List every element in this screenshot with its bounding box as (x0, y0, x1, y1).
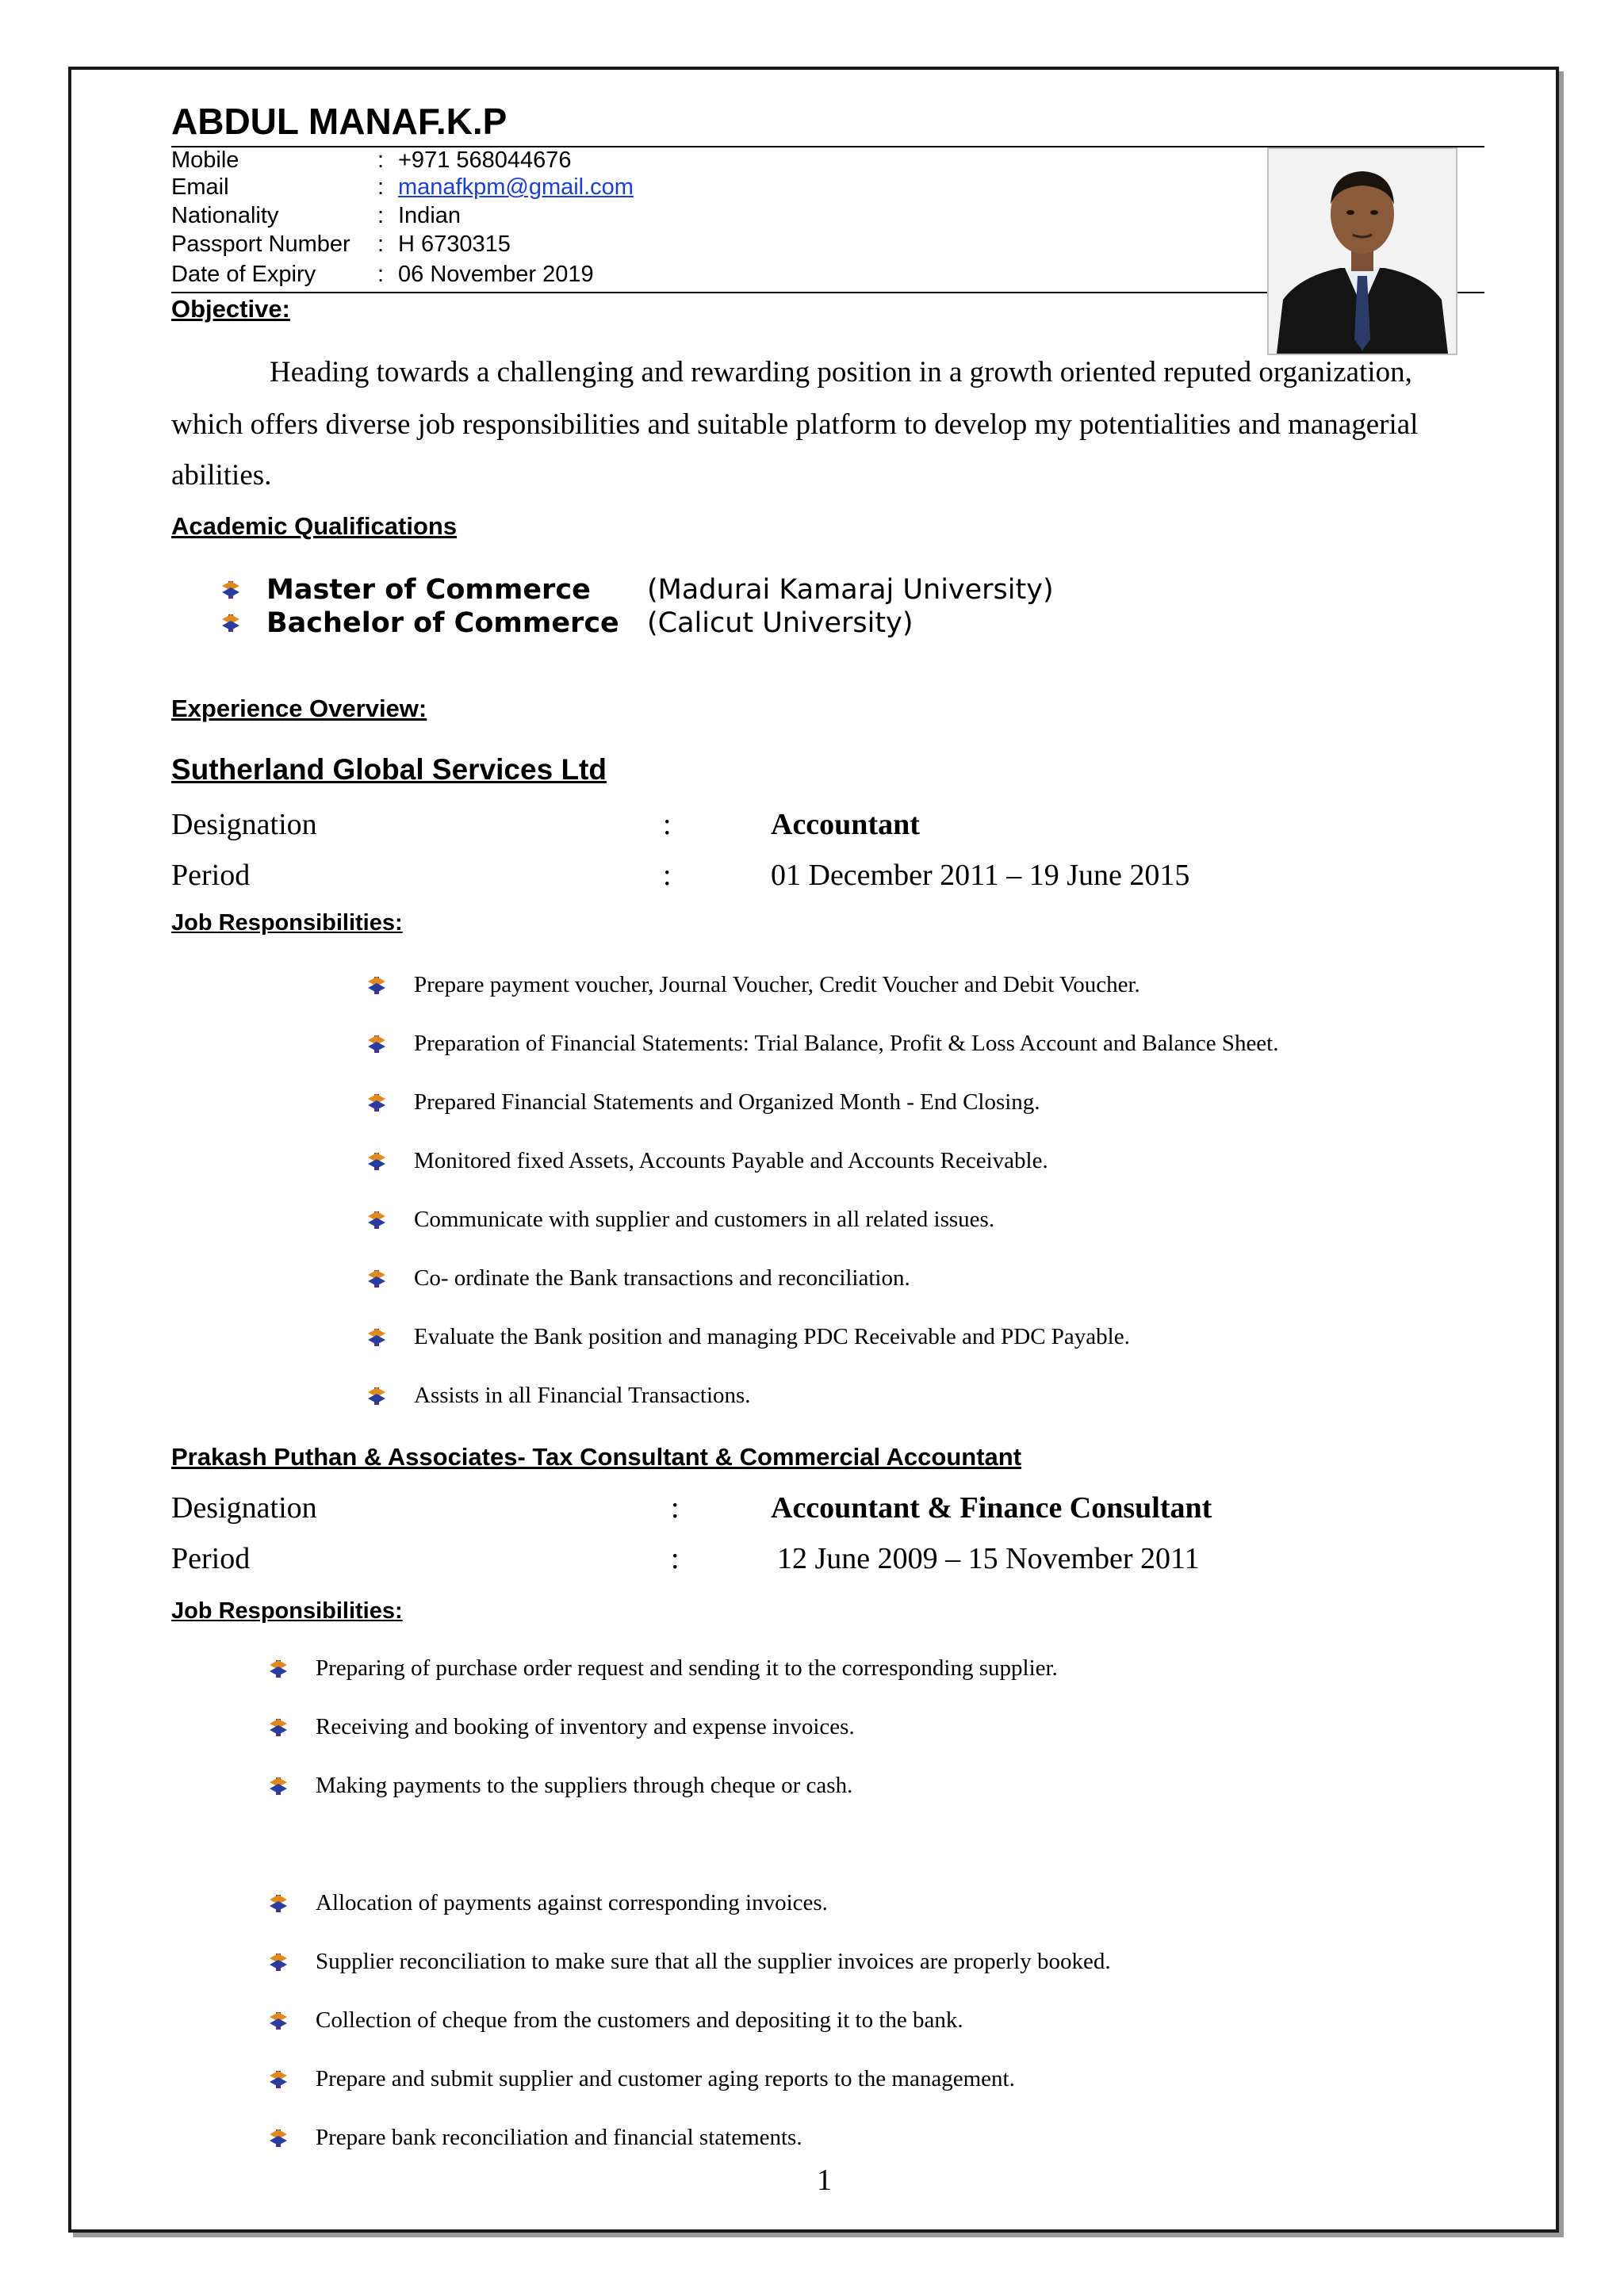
degree-name: Master of Commerce (266, 574, 591, 606)
responsibility-item (268, 1773, 852, 1799)
responsibility-item (366, 1089, 1040, 1115)
bullet-icon (268, 2128, 289, 2149)
info-row-mobile (171, 147, 572, 174)
candidate-name: ABDUL MANAF.K.P (171, 101, 508, 142)
responsibility-item (268, 1655, 1058, 1682)
passport-value: H 6730315 (398, 232, 511, 257)
info-label: Mobile (171, 147, 239, 173)
responsibility-item (366, 1031, 1279, 1057)
colon: : (671, 1542, 680, 1575)
designation-value: Accountant (771, 808, 920, 841)
responsibility-text: Assists in all Financial Transactions. (414, 1383, 751, 1408)
person-photo-icon (1269, 149, 1456, 354)
info-label: Email (171, 174, 229, 200)
info-colon: : (377, 147, 385, 173)
period-value: 01 December 2011 – 19 June 2015 (771, 859, 1190, 892)
info-colon: : (377, 203, 385, 228)
bullet-icon (366, 1269, 387, 1289)
responsibility-item (366, 1324, 1130, 1350)
responsibility-text: Monitored fixed Assets, Accounts Payable and Accounts Receivable. (414, 1148, 1048, 1173)
info-colon: : (377, 174, 385, 200)
info-row-email (171, 174, 634, 201)
responsibility-text: Preparation of Financial Statements: Trial Balance, Profit & Loss Account and Balance Sheet. (414, 1031, 1279, 1056)
responsibility-text: Prepare bank reconciliation and financial statements. (316, 2125, 802, 2150)
colon: : (663, 859, 672, 892)
bullet-icon (268, 2069, 289, 2090)
bullet-icon (366, 1151, 387, 1172)
bullet-icon (268, 1659, 289, 1679)
responsibility-item (366, 1265, 910, 1292)
email-link[interactable]: manafkpm@gmail.com (398, 174, 634, 200)
responsibility-item (268, 1714, 855, 1740)
info-label: Date of Expiry (171, 262, 316, 287)
qualification-row (220, 607, 913, 639)
objective-heading: Objective: (171, 295, 290, 323)
bullet-icon (220, 580, 241, 600)
responsibilities-heading: Job Responsibilities: (171, 1598, 403, 1624)
bullet-icon (366, 1210, 387, 1230)
responsibility-text: Making payments to the suppliers through cheque or cash. (316, 1773, 853, 1798)
colon: : (671, 1491, 680, 1525)
bullet-icon (366, 1034, 387, 1054)
experience-heading: Experience Overview: (171, 695, 427, 722)
responsibility-item (366, 1207, 994, 1233)
responsibility-item (268, 2066, 1015, 2092)
responsibility-item (366, 972, 1140, 998)
info-label: Passport Number (171, 232, 350, 257)
info-colon: : (377, 232, 385, 257)
profile-photo (1267, 147, 1457, 355)
period-value: 12 June 2009 – 15 November 2011 (777, 1542, 1200, 1575)
period-label: Period (171, 859, 251, 892)
designation-label: Designation (171, 808, 317, 841)
bullet-icon (366, 975, 387, 996)
period-label: Period (171, 1542, 251, 1575)
responsibility-text: Supplier reconciliation to make sure that all the supplier invoices are properly booked. (316, 1949, 1111, 1974)
responsibility-text: Prepare and submit supplier and customer aging reports to the management. (316, 2066, 1015, 2091)
bullet-icon (268, 1952, 289, 1973)
bullet-icon (366, 1093, 387, 1113)
responsibility-text: Receiving and booking of inventory and expense invoices. (316, 1714, 855, 1739)
qualification-row (220, 574, 1054, 606)
responsibility-text: Communicate with supplier and customers in all related issues. (414, 1207, 995, 1232)
university-name: (Madurai Kamaraj University) (647, 574, 1054, 606)
page-number: 1 (817, 2164, 832, 2197)
responsibility-item (366, 1148, 1048, 1174)
designation-value: Accountant & Finance Consultant (771, 1491, 1212, 1525)
bullet-icon (268, 2011, 289, 2031)
company-name: Sutherland Global Services Ltd (171, 753, 607, 786)
academic-heading: Academic Qualifications (171, 512, 458, 540)
objective-line: Heading towards a challenging and rewarding position in a growth oriented reputed organization, (270, 356, 1412, 388)
responsibility-text: Preparing of purchase order request and sending it to the corresponding supplier. (316, 1655, 1058, 1681)
responsibility-item (268, 1890, 828, 1916)
expiry-value: 06 November 2019 (398, 262, 594, 287)
university-name: (Calicut University) (647, 607, 914, 639)
info-row-passport (171, 232, 511, 258)
company-name: Prakash Puthan & Associates- Tax Consultant & Commercial Accountant (171, 1443, 1022, 1471)
mobile-value: +971 568044676 (398, 147, 572, 173)
bullet-icon (268, 1893, 289, 1914)
objective-line: abilities. (171, 459, 272, 492)
designation-label: Designation (171, 1491, 317, 1525)
objective-line: which offers diverse job responsibilities and suitable platform to develop my potentialities and managerial (171, 408, 1419, 441)
info-label: Nationality (171, 203, 279, 228)
responsibility-text: Co- ordinate the Bank transactions and reconciliation. (414, 1265, 910, 1291)
info-colon: : (377, 262, 385, 287)
degree-name: Bachelor of Commerce (266, 607, 619, 639)
responsibility-item (268, 2007, 963, 2034)
bullet-icon (366, 1386, 387, 1406)
responsibility-text: Prepare payment voucher, Journal Voucher, Credit Voucher and Debit Voucher. (414, 972, 1140, 997)
bullet-icon (268, 1776, 289, 1797)
info-row-nationality (171, 203, 461, 229)
responsibility-text: Collection of cheque from the customers and depositing it to the bank. (316, 2007, 963, 2033)
nationality-value: Indian (398, 203, 462, 228)
responsibility-item (268, 2125, 802, 2151)
info-row-expiry (171, 262, 594, 288)
bullet-icon (220, 613, 241, 633)
responsibility-text: Allocation of payments against corresponding invoices. (316, 1890, 828, 1915)
colon: : (663, 808, 672, 841)
bullet-icon (366, 1327, 387, 1348)
responsibility-text: Prepared Financial Statements and Organized Month - End Closing. (414, 1089, 1040, 1115)
responsibility-text: Evaluate the Bank position and managing PDC Receivable and PDC Payable. (414, 1324, 1130, 1349)
responsibilities-heading: Job Responsibilities: (171, 910, 403, 936)
responsibility-item (268, 1949, 1111, 1975)
bullet-icon (268, 1717, 289, 1738)
responsibility-item (366, 1383, 751, 1409)
